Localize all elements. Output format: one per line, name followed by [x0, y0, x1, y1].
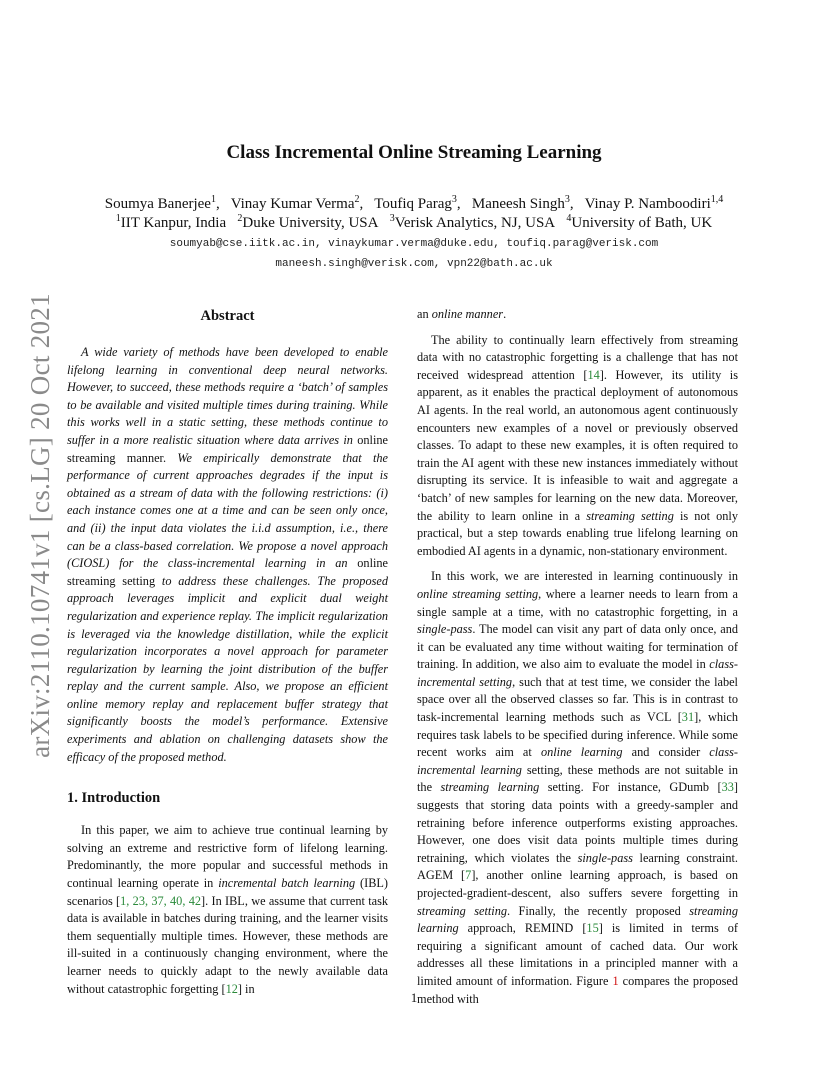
affiliation-list [0, 215, 828, 232]
author-name: Vinay P. Namboodiri [584, 196, 711, 212]
emphasis-text: streaming setting [586, 508, 674, 523]
body-text: an [417, 307, 432, 321]
emphasis-text: online manner [431, 307, 504, 321]
body-text: ]. However, its utility is apparent, as it enables the practical deployment of autonomous AI agents. In the real world, an autonomous agent continuously encounters new examples of a novel or previously observed classes. To adapt to these new examples, it is often required to train the AI agent with these new instances immediately without disrupting its service. It is infeasible to wait and aggregate a ‘batch’ of new samples for learning on the new data. Moreover, the ability to learn online in a [417, 367, 738, 523]
body-text: In this work, we are interested in learning continuously in [431, 569, 738, 584]
author-affil-mark: 1 [210, 194, 216, 205]
body-text: ] in [237, 981, 255, 996]
abstract-text: We empirically demonstrate that the performance of current approaches degrades if the input is obtained as a stream of data with the following restrictions: (i) each instance comes one at a time and can be seen only once, and (ii) the input data violates the i.i.d assumption, i.e., there can be a class-based correlation. We propose a novel approach (CIOSL) for the class-incremental learning in an [67, 450, 388, 571]
body-paragraph [417, 568, 738, 1008]
section-heading-introduction: 1. Introduction [67, 790, 161, 807]
affiliation: IIT Kanpur, India [120, 215, 227, 231]
author-affil-mark: 3 [564, 194, 570, 205]
citation-link[interactable]: 33 [721, 780, 734, 795]
emphasis-text: streaming learning [417, 903, 738, 936]
body-text: ], which requires task labels to be specified during inference. While some recent works aim at [417, 710, 738, 760]
author-name: Vinay Kumar Verma [230, 196, 355, 212]
arxiv-id: arXiv:2110.10741v1 [cs.LG] 20 Oct 2021 [24, 292, 55, 758]
body-text: approach, REMIND [ [458, 921, 587, 936]
email-line-2: maneesh.singh@verisk.com, vpn22@bath.ac.uk [275, 258, 553, 270]
emphasis-text: streaming setting [417, 903, 507, 918]
body-text: setting, these methods are not suitable in the [417, 762, 738, 795]
citation-link[interactable]: 1, 23, 37, 40, 42 [120, 893, 201, 908]
continued-paragraph [417, 306, 738, 324]
body-text: and consider [622, 745, 710, 760]
abstract-upright-text: online streaming setting [67, 556, 389, 588]
body-text: ] is limited in terms of requiring a significant amount of cached data. Our work addresses all these limitations in a principled manner with a limited amount of information. Figure [417, 921, 738, 988]
body-paragraph [417, 332, 738, 561]
author-affil-mark: 2 [354, 194, 360, 205]
emphasis-text: online learning [540, 745, 623, 760]
left-column [67, 306, 388, 1006]
intro-paragraph [67, 822, 388, 998]
body-text: . Finally, the recently proposed [507, 903, 690, 918]
abstract-heading: Abstract [200, 308, 255, 324]
author-name: Soumya Banerjee [104, 196, 211, 212]
author-name: Maneesh Singh [471, 196, 565, 212]
paper-title: Class Incremental Online Streaming Learning [226, 142, 602, 163]
right-column [417, 306, 738, 1016]
abstract-upright-text: online streaming manner. [67, 432, 388, 465]
citation-link[interactable]: 12 [225, 981, 238, 996]
body-text: ], another online learning approach, is based on projected-gradient-descent, also suffers severe forgetting in [417, 868, 738, 900]
author-affil-mark: 3 [451, 194, 457, 205]
affil-mark: 3 [389, 213, 395, 224]
emphasis-text: single-pass [417, 622, 473, 637]
body-text: , such that at test time, we consider the label space over all the observed classes so far. This is in contrast to task-incremental learning methods such as VCL [ [417, 674, 738, 725]
emphasis-text: class-incremental setting [417, 657, 738, 689]
body-text: setting. For instance, GDumb [ [539, 780, 722, 795]
body-text: compares the proposed method with [417, 973, 738, 1006]
arxiv-stamp [20, 290, 60, 760]
body-text: , where a learner needs to learn from a single sample at a time, with no catastrophic forgetting, in a [417, 586, 739, 619]
affil-mark: 2 [237, 213, 243, 224]
author-list: Soumya Banerjee$^1$, Vinay Kumar Verma$^2$, Toufiq Parag$^3$, Maneesh Singh$^3$, Vinay P. Namboodiri$^{1,4}$ [104, 194, 724, 212]
body-text: is not only practical, but a step towards enabling true lifelong learning on embodied AI agents in a dynamic, non-stationary environment. [417, 508, 738, 558]
author-name: Toufiq Parag [374, 196, 452, 212]
abstract-text: A wide variety of methods have been developed to enable lifelong learning in conventional deep neural networks. However, to succeed, these methods require a ‘batch’ of samples to be available and visited multiple times during training. While this works well in a static setting, these methods continue to suffer in a more realistic situation where data arrives in [67, 345, 388, 447]
body-text: learning constraint. AGEM [ [417, 850, 738, 883]
body-text: . [503, 307, 507, 321]
citation-link[interactable]: 31 [681, 710, 695, 725]
author-affil-mark: 1,4 [710, 194, 724, 205]
emphasis-text: online streaming setting [417, 586, 539, 601]
affiliation: Verisk Analytics, NJ, USA [394, 215, 556, 231]
body-text: ] suggests that storing data points with a greedy-sampler and retraining before inference outperforms existing approaches. However, one does visit data points multiple times during retraining, which violates the [417, 780, 738, 865]
emphasis-text: class-incremental learning [417, 745, 738, 777]
page-number: 1 [410, 990, 418, 1005]
body-text: The ability to continually learn effectively from streaming data with no catastrophic forgetting is a challenge that has not received widespread attention [ [417, 332, 738, 382]
affiliation: Duke University, USA [242, 215, 379, 231]
abstract-text: to address these challenges. The proposed approach leverages implicit and explicit dual weight regularization and experience replay. The implicit regularization is leveraged via the knowledge distillation, while the explicit regularization incorporates a novel approach for parameter regularization by learning the joint distribution of the buffer replay and the current sample. Also, we propose an efficient online memory replay and replacement buffer strategy that significantly boosts the model’s performance. Extensive experiments and ablation on challenging datasets show the efficacy of the proposed method. [67, 573, 388, 764]
emphasis-text: incremental batch learning [218, 876, 356, 891]
emphasis-text: single-pass [577, 850, 633, 865]
abstract-body [67, 344, 388, 766]
citation-link[interactable]: 7 [465, 868, 472, 883]
affil-mark: 4 [566, 213, 572, 224]
citation-link[interactable]: 15 [586, 921, 599, 936]
body-text: ]. In IBL, we assume that current task data is available in batches during training, and the learner visits them sequentially multiple times. However, these methods are ill-suited in a continuously changing environment, where the learner needs to quickly adapt to the newly available data without catastrophic forgetting [ [67, 893, 388, 996]
citation-link[interactable]: 14 [587, 367, 600, 382]
affil-mark: 1 [115, 213, 121, 224]
body-text: (IBL) scenarios [ [67, 876, 389, 908]
body-text: . The model can visit any part of data only once, and it can be evaluated any time without waiting for termination of training. In addition, we also aim to evaluate the model in [417, 622, 738, 672]
emphasis-text: streaming learning [440, 780, 540, 795]
affiliation: University of Bath, UK [571, 215, 713, 231]
figure-reference-link[interactable]: 1 [612, 973, 619, 988]
body-text: In this paper, we aim to achieve true continual learning by solving an extreme and restrictive form of lifelong learning. Predominantly, the more popular and successful methods in continual learning operate in [67, 823, 388, 891]
email-line-1: soumyab@cse.iitk.ac.in, vinaykumar.verma@duke.edu, toufiq.parag@verisk.com [169, 238, 659, 250]
